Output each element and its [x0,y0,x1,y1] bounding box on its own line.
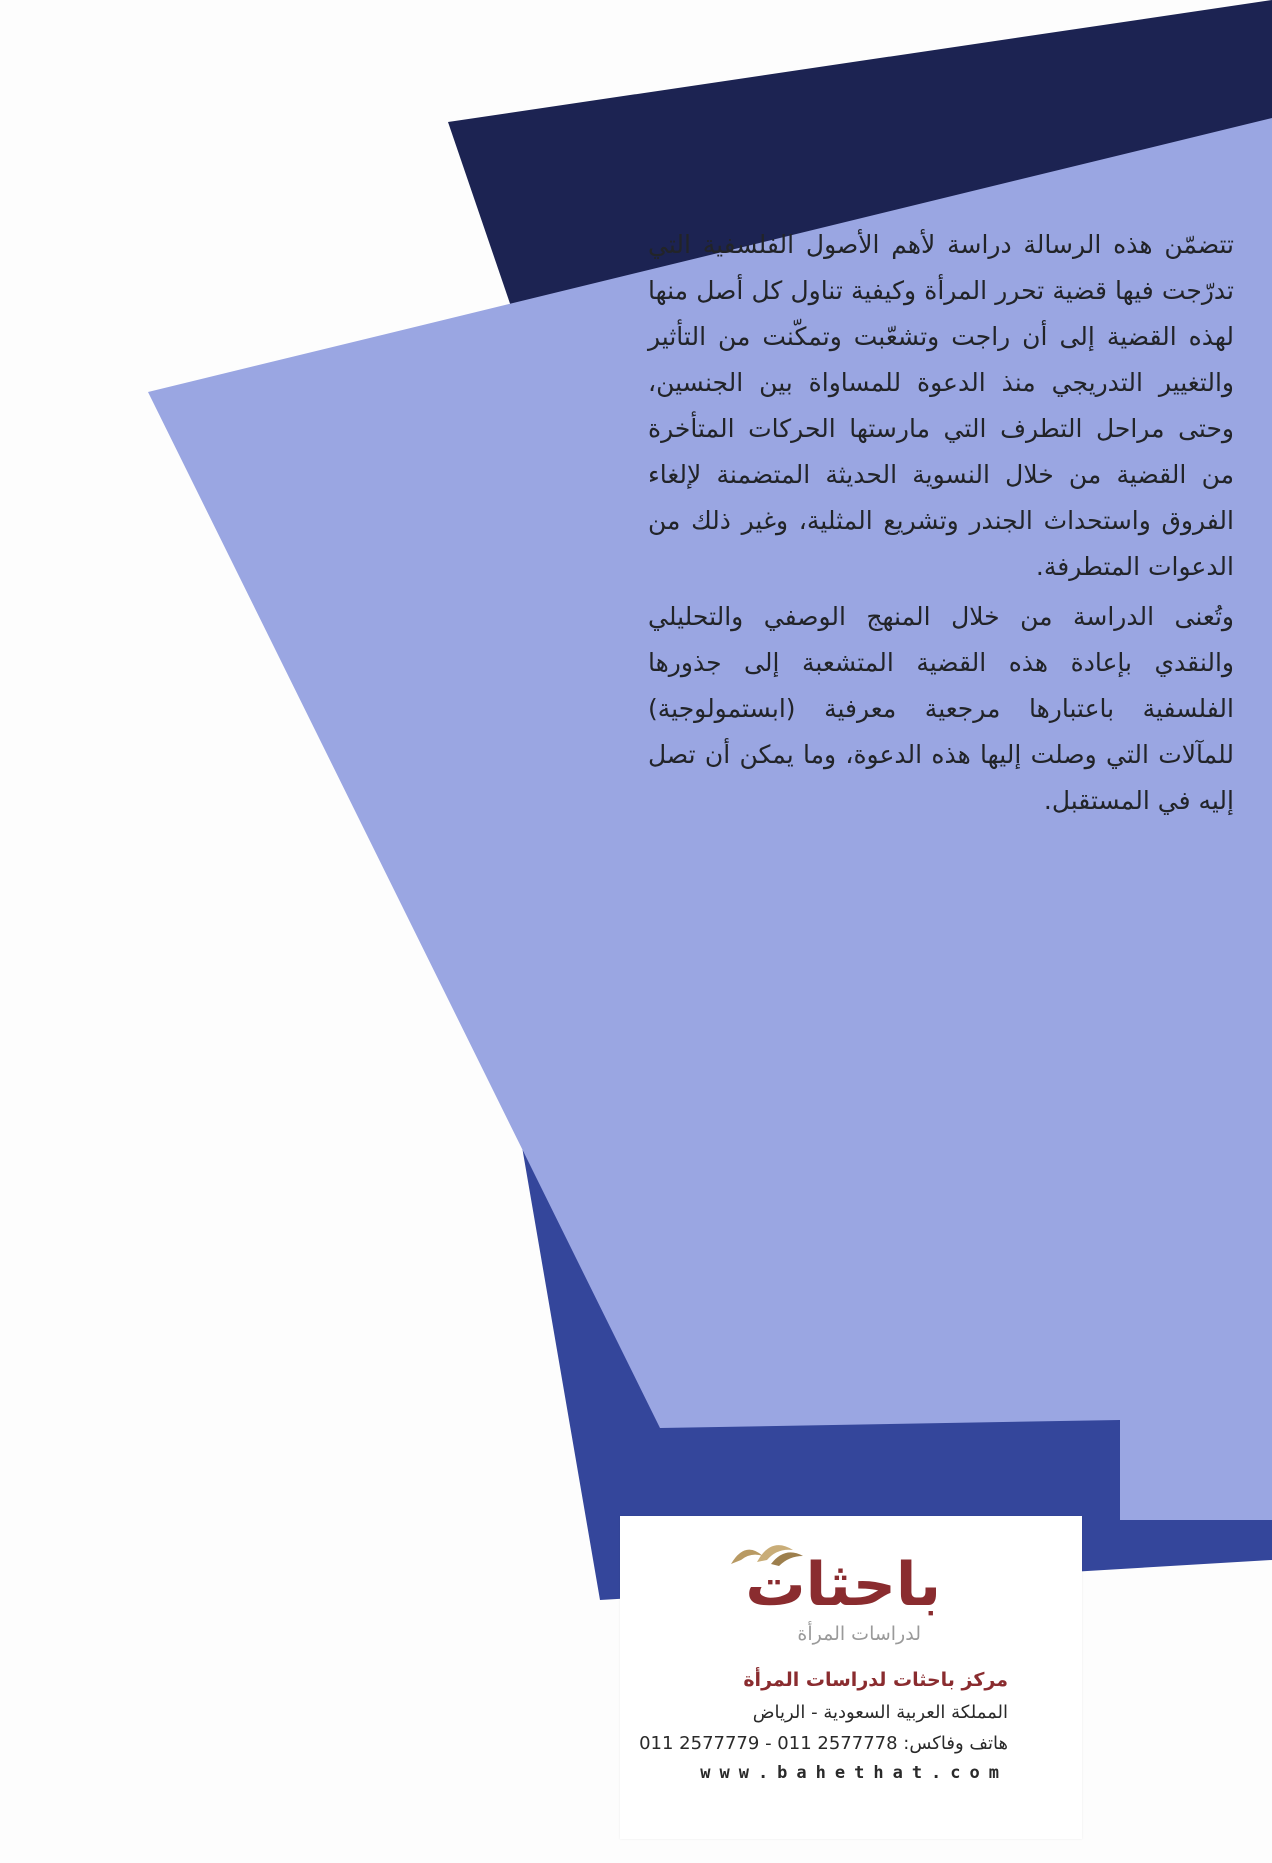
publisher-name: مركز باحثات لدراسات المرأة [743,1669,1008,1691]
logo-tagline: لدراسات المرأة [797,1623,921,1645]
blurb-paragraph-1: تتضمّن هذه الرسالة دراسة لأهم الأصول الفلسفية التي تدرّجت فيها قضية تحرر المرأة وكيفية تناول كل أصل منها لهذه القضية إلى أن راجت وتشعّبت وتمكّنت من التأثير والتغيير التدريجي منذ الدعوة للمساواة بين الجنسين، وحتى مراحل التطرف التي مارستها الحركات المتأخرة من القضية من خلال النسوية الحديثة المتضمنة لإلغاء الفروق واستحداث الجندر وتشريع المثلية، وغير ذلك من الدعوات المتطرفة. [648,230,1234,581]
back-cover-blurb [648,222,1234,824]
blurb-paragraph-2: وتُعنى الدراسة من خلال المنهج الوصفي والتحليلي والنقدي بإعادة هذه القضية المتشعبة إلى جذورها الفلسفية باعتبارها مرجعية معرفية (ابستمولوجية) للمآلات التي وصلت إليها هذه الدعوة، وما يمكن أن تصل إليه في المستقبل. [648,602,1234,815]
publisher-website[interactable]: www.bahethat.com [700,1763,1008,1783]
publisher-phone: هاتف وفاكس: 2577778 011 - 2577779 011 [639,1733,1008,1754]
publisher-location: المملكة العربية السعودية - الرياض [752,1702,1008,1723]
logo-wordmark: باحثات [745,1550,941,1620]
publisher-logo [721,1530,941,1650]
